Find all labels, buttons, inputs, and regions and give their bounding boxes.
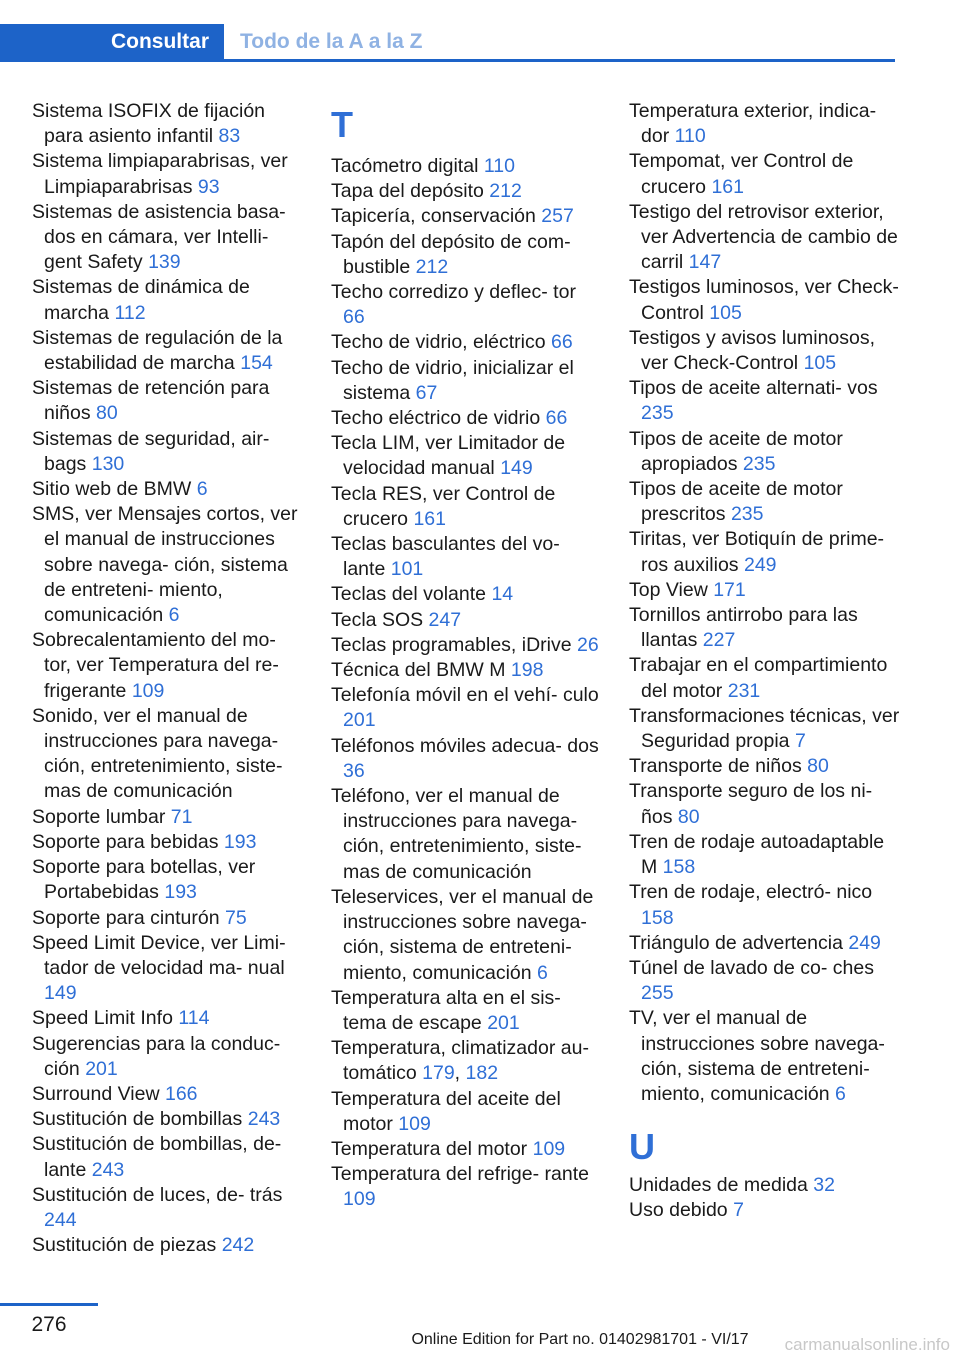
index-entry [32, 1132, 304, 1182]
entry-text: Teclas del volante [331, 583, 487, 606]
entry-text: Trabajar en el compartimiento del motor [629, 654, 888, 702]
page-link[interactable]: 231 [727, 679, 761, 702]
entry-text: Tapicería, conservación [331, 205, 536, 228]
index-entry [331, 1087, 603, 1137]
entry-text: Tempomat, ver Control de crucero [629, 150, 854, 198]
page-link[interactable]: 235 [742, 452, 776, 475]
entry-text: Temperatura exterior, indica- dor [629, 100, 877, 148]
index-entry [32, 1006, 304, 1031]
entry-text: Sistemas de retención para niños [32, 377, 270, 425]
entry-text: Tren de rodaje autoadaptable M [629, 830, 885, 879]
entry-text: SMS, ver Mensajes cortos, ver el manual de instrucciones sobre navega- ción, sistema de entreteni- miento, comunicación [32, 503, 298, 627]
page-link[interactable]: 109 [532, 1137, 566, 1160]
index-entry [331, 431, 603, 481]
entry-text: Testigo del retrovisor exterior, ver Advertencia de cambio de carril [629, 200, 898, 274]
index-entry [331, 608, 603, 633]
page-link[interactable]: 110 [483, 155, 515, 177]
index-entry [331, 406, 603, 431]
index-entry [629, 956, 901, 1006]
footer-rule [0, 1303, 98, 1306]
entry-text: Tren de rodaje, electró- nico [629, 881, 873, 904]
index-entry [32, 326, 304, 376]
page-link[interactable]: 66 [545, 407, 568, 430]
index-entry [331, 1137, 603, 1162]
index-entry [32, 376, 304, 426]
index-entry [32, 1107, 304, 1132]
index-entry [629, 1006, 901, 1107]
page-link[interactable]: 109 [343, 1188, 376, 1211]
header-bar [0, 24, 895, 62]
entry-text: Tiritas, ver Botiquín de prime- ros auxilios [629, 528, 885, 576]
entry-text: Sitio web de BMW [32, 478, 192, 501]
page-link[interactable]: 149 [500, 457, 533, 480]
entry-text: Transporte de niños [629, 755, 802, 778]
page-link[interactable]: 139 [148, 251, 181, 274]
page-link[interactable]: 179 [422, 1062, 455, 1085]
page-link[interactable]: 161 [711, 175, 744, 198]
entry-text: Temperatura, climatizador au- tomático [331, 1037, 589, 1085]
entry-text: Speed Limit Info [32, 1007, 173, 1030]
page-link[interactable]: 14 [491, 583, 514, 606]
index-entry [32, 906, 304, 931]
index-entry [32, 931, 304, 1007]
index-entry [331, 179, 603, 204]
entry-text: Unidades de medida [629, 1174, 808, 1197]
entry-text: Temperatura del refrige- rante [331, 1163, 589, 1186]
index-entry [32, 427, 304, 477]
page-link[interactable]: 6 [835, 1082, 846, 1105]
index-entry [32, 200, 304, 276]
page-link[interactable]: 154 [240, 352, 273, 375]
page-link[interactable]: 112 [114, 301, 146, 324]
index-entry [32, 704, 304, 805]
entry-text: Sistema limpiaparabrisas, ver Limpiaparabrisas [32, 150, 288, 198]
page-link[interactable]: 255 [641, 982, 674, 1005]
index-entry [629, 830, 901, 880]
entry-text: Surround View [32, 1082, 160, 1105]
page-link[interactable]: 105 [709, 301, 742, 324]
index-entry [32, 1183, 304, 1233]
entry-text: TV, ver el manual de instrucciones sobre navega- ción, sistema de entreteni- miento, comunicación [629, 1007, 885, 1105]
entry-text: Transporte seguro de los ni- ños [629, 780, 873, 828]
page-link[interactable]: 6 [168, 604, 180, 627]
entry-text: Soporte para cinturón [32, 906, 220, 929]
page-number: 276 [31, 1313, 67, 1336]
entry-text: Triángulo de advertencia [629, 931, 843, 954]
entry-text: Transformaciones técnicas, ver Seguridad propia [629, 704, 900, 753]
page-link[interactable]: 80 [807, 755, 829, 778]
entry-text: Techo corredizo y deflec- tor [331, 281, 576, 304]
index-entry [629, 1198, 901, 1223]
page-link[interactable]: 7 [794, 730, 806, 753]
index-entry [32, 855, 304, 905]
entry-text: Temperatura alta en el sis- tema de escape [331, 986, 561, 1034]
entry-text: Teclas basculantes del vo- lante [331, 533, 560, 581]
index-entry [331, 582, 603, 607]
page-link[interactable]: 80 [96, 402, 118, 425]
entry-text: Tipos de aceite de motor apropiados [629, 427, 843, 475]
page-link[interactable]: 158 [641, 906, 674, 929]
index-entry [331, 204, 603, 229]
entry-text: Techo eléctrico de vidrio [331, 407, 541, 430]
page-link[interactable]: 6 [196, 478, 208, 501]
index-entry [629, 149, 901, 199]
entry-text: Testigos luminosos, ver Check-Control [629, 276, 899, 324]
entry-text: Tornillos antirrobo para las llantas [629, 604, 858, 652]
index-column-3 [629, 99, 901, 1224]
page-link[interactable]: 247 [428, 608, 462, 631]
tab-consultar[interactable]: Consultar [0, 24, 224, 62]
page-link[interactable]: 161 [413, 507, 446, 530]
page-link[interactable]: 114 [178, 1007, 210, 1030]
entry-text: Techo de vidrio, eléctrico [331, 331, 546, 354]
entry-text: Tapa del depósito [331, 180, 484, 203]
entry-text: Uso debido [629, 1199, 728, 1222]
entry-text: Sistemas de seguridad, air- bags [32, 427, 270, 475]
index-entry [629, 427, 901, 477]
index-entry [32, 1233, 304, 1258]
page-link[interactable]: 93 [197, 175, 220, 198]
index-entry [32, 149, 304, 199]
page-link[interactable]: 105 [803, 352, 837, 375]
index-entry [331, 1162, 603, 1212]
index-entry [331, 482, 603, 532]
index-entry [32, 805, 304, 830]
entry-text: Sustitución de piezas [32, 1234, 217, 1257]
entry-text: Speed Limit Device, ver Limi- tador de velocidad ma- nual [32, 931, 286, 979]
index-entry [629, 603, 901, 653]
index-entry [32, 477, 304, 502]
page-link[interactable]: 243 [247, 1108, 281, 1131]
entry-text: Soporte para botellas, ver Portabebidas [32, 856, 256, 904]
page-link[interactable]: 130 [91, 452, 125, 475]
index-column-1 [32, 99, 304, 1258]
index-entry [629, 326, 901, 376]
page-link[interactable]: 182 [465, 1062, 499, 1085]
page-link[interactable]: 83 [218, 125, 241, 148]
page-link[interactable]: 244 [44, 1208, 77, 1231]
index-entry [629, 578, 901, 603]
index-entry [629, 754, 901, 779]
entry-text: Tipos de aceite de motor prescritos [629, 478, 843, 526]
page-link[interactable]: 80 [677, 805, 700, 828]
page-link[interactable]: 235 [641, 402, 674, 425]
index-entry [32, 1082, 304, 1107]
edition-note: Online Edition for Part no. 01402981701 - VI/17 [411, 1331, 749, 1348]
index-entry [32, 275, 304, 325]
page-link[interactable]: 201 [487, 1011, 520, 1034]
page-link[interactable]: 158 [662, 856, 696, 879]
page-link[interactable]: 193 [164, 881, 197, 904]
index-entry [629, 704, 901, 754]
entry-text: Soporte lumbar [32, 805, 166, 828]
tab-todo-a-z[interactable]: Todo de la A a la Z [240, 30, 423, 53]
page-link[interactable]: 6 [537, 961, 548, 984]
index-entry [629, 527, 901, 577]
index-entry [629, 880, 901, 930]
page-link[interactable]: 101 [390, 558, 424, 581]
watermark: carmanualsonline.info [784, 1335, 950, 1354]
entry-text: Tacómetro digital [331, 155, 479, 177]
entry-text: Sistema ISOFIX de fijación para asiento infantil [32, 100, 266, 148]
index-entry [331, 784, 603, 885]
entry-text: Teclas programables, iDrive [331, 633, 572, 656]
page-link[interactable]: 201 [85, 1057, 118, 1080]
page-link[interactable]: 201 [343, 709, 376, 732]
index-entry [32, 99, 304, 149]
entry-text: Sonido, ver el manual de instrucciones para navega- ción, entretenimiento, siste- mas de comunicación [32, 704, 283, 803]
page-link[interactable]: 171 [713, 578, 746, 601]
index-entry [629, 376, 901, 426]
page-link[interactable]: 249 [848, 931, 881, 954]
entry-text: Soporte para bebidas [32, 830, 219, 853]
page-link[interactable]: 243 [91, 1158, 125, 1181]
entry-text: Teleservices, ver el manual de instrucciones sobre navega- ción, sistema de entreteni- miento, comunicación [331, 885, 594, 984]
index-entry [629, 200, 901, 276]
header-rule [0, 59, 895, 62]
entry-text: Telefonía móvil en el vehí- culo [331, 684, 599, 707]
page-link[interactable]: 166 [164, 1082, 198, 1105]
index-entry [629, 653, 901, 703]
index-entry [331, 356, 603, 406]
entry-text: Técnica del BMW M [331, 659, 506, 682]
page-link[interactable]: 198 [510, 659, 544, 682]
index-entry: Temperatura, climatizador au- tomático 179, 182 [331, 1037, 589, 1085]
page-link[interactable]: 26 [577, 633, 599, 656]
entry-text: Teléfonos móviles adecua- dos [331, 734, 599, 757]
page-link[interactable]: 249 [743, 553, 777, 576]
entry-text: Tecla RES, ver Control de crucero [331, 482, 556, 530]
index-entry [331, 532, 603, 582]
index-entry [331, 330, 603, 355]
entry-text: Tipos de aceite alternati- vos [629, 377, 878, 400]
page-link[interactable]: 66 [343, 306, 365, 329]
entry-text: Techo de vidrio, inicializar el sistema [331, 356, 574, 404]
entry-text: Sugerencias para la conduc- ción [32, 1032, 281, 1080]
page-link[interactable]: 193 [223, 830, 257, 853]
page-link[interactable]: 67 [415, 381, 438, 404]
page-link[interactable]: 242 [221, 1234, 255, 1257]
entry-text: Sustitución de bombillas [32, 1108, 243, 1131]
page-link[interactable]: 147 [688, 251, 722, 274]
page-link[interactable]: 36 [343, 759, 365, 782]
index-entry [32, 1032, 304, 1082]
entry-text: Sistemas de asistencia basa- dos en cámara, ver Intelli- gent Safety [32, 200, 286, 274]
entry-text: Túnel de lavado de co- ches [629, 956, 874, 979]
index-entry [331, 683, 603, 733]
page-link[interactable]: 109 [398, 1112, 431, 1135]
page-link[interactable]: 212 [415, 255, 449, 278]
index-entry [331, 230, 603, 280]
page-link[interactable]: 212 [489, 180, 522, 203]
page-link[interactable]: 75 [224, 906, 247, 929]
index-entry [629, 1173, 901, 1198]
entry-text: Sistemas de dinámica de marcha [32, 276, 250, 324]
index-entry [629, 275, 901, 325]
index-entry [32, 628, 304, 704]
entry-text: Tecla SOS [331, 608, 424, 631]
section-letter: T [331, 104, 353, 145]
entry-text: Temperatura del motor [331, 1137, 528, 1160]
index-entry [331, 885, 603, 986]
index-column-2 [331, 99, 603, 1213]
entry-text: Teléfono, ver el manual de instrucciones para navega- ción, entretenimiento, siste- mas de comunicación [331, 785, 582, 883]
index-entry [331, 986, 603, 1036]
entry-text: Sistemas de regulación de la estabilidad de marcha [32, 326, 283, 375]
index-entry [331, 154, 603, 179]
entry-text: Temperatura del aceite del motor [331, 1087, 561, 1135]
index-entry [629, 931, 901, 956]
page-link[interactable]: 71 [170, 805, 193, 828]
index-entry [629, 779, 901, 829]
page-link[interactable]: 109 [131, 679, 165, 702]
entry-text: Sustitución de bombillas, de- lante [32, 1133, 282, 1181]
index-entry [331, 633, 603, 658]
page-link[interactable]: 66 [551, 331, 573, 354]
index-entry [331, 734, 603, 784]
entry-text: Tecla LIM, ver Limitador de velocidad manual [331, 432, 566, 480]
page-link[interactable]: 227 [702, 629, 736, 652]
section-letter: U [629, 1126, 655, 1168]
page-link[interactable]: 149 [44, 982, 77, 1005]
index-entry [32, 830, 304, 855]
entry-text: Sustitución de luces, de- trás [32, 1183, 283, 1206]
entry-text: Testigos y avisos luminosos, ver Check-Control [629, 326, 876, 375]
page-link[interactable]: 235 [730, 503, 764, 526]
index-entry [32, 502, 304, 628]
page-link[interactable]: 32 [813, 1174, 835, 1197]
entry-text: Tapón del depósito de com- bustible [331, 230, 571, 278]
index-entry [629, 477, 901, 527]
entry-text: Sobrecalentamiento del mo- tor, ver Temperatura del re- frigerante [32, 629, 279, 702]
page-link[interactable]: 7 [733, 1199, 744, 1222]
index-entry [331, 658, 603, 683]
entry-text: Top View [629, 578, 708, 601]
page-link[interactable]: 257 [541, 205, 574, 228]
index-entry [629, 99, 901, 149]
index-entry [331, 280, 603, 330]
page-link[interactable]: 110 [674, 125, 706, 148]
